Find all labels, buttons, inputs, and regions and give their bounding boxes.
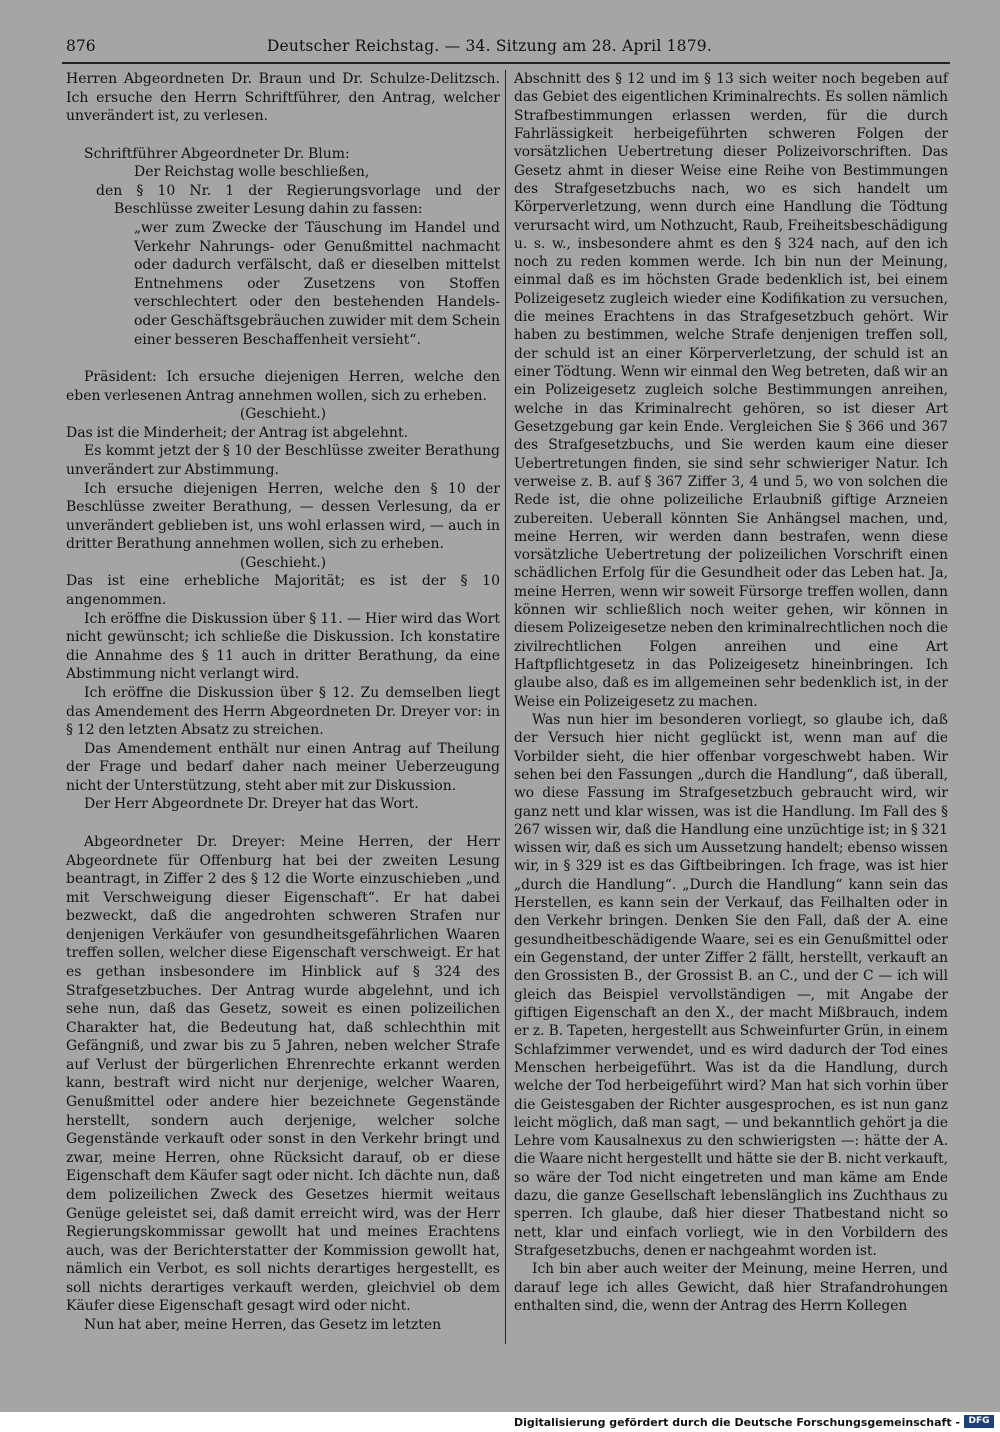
paragraph: Schriftführer Abgeordneter Dr. Blum:: [84, 145, 350, 162]
paragraph: Der Herr Abgeordnete Dr. Dreyer hat das Wort.: [84, 796, 419, 813]
paragraph: Das ist die Minderheit; der Antrag ist abgelehnt.: [66, 424, 409, 441]
paragraph: Das Amendement enthält nur einen Antrag auf Theilung der Frage und bedarf daher nach meiner Ueberzeugung nicht der Unterstützung, steht aber mit zur Diskussion.: [66, 740, 500, 794]
paragraph: (Geschieht.): [239, 406, 327, 423]
paragraph: Der Reichstag wolle beschließen,: [134, 164, 370, 181]
paragraph: Ich ersuche diejenigen Herren, welche den § 10 der Beschlüsse zweiter Berathung, — dessen Verlesung, da er unverändert geblieben ist, uns wohl erlassen wird, — auch in dritter Berathung annehmen wollen, sich zu erheben.: [66, 480, 500, 553]
dfg-logo: DFG: [964, 1415, 994, 1428]
page-number: 876: [66, 37, 96, 55]
paragraph: den § 10 Nr. 1 der Regierungsvorlage und der Beschlüsse zweiter Lesung dahin zu fassen:: [96, 182, 500, 218]
header-rule: [62, 62, 950, 64]
paragraph: Abgeordneter Dr. Dreyer: Meine Herren, der Herr Abgeordnete für Offenburg hat bei der zweiten Lesung beantragt, in Ziffer 2 des § 12 die Worte einzuschieben „und mit Verschweigung dieser Eigenschaft“. Er hat dabei bezweckt, daß die angedrohten schweren Strafen nur denjenigen Verkäufer von gesundheitsgefährlichen Waaren treffen sollen, welcher diese Eigenschaft verschweigt. Er hat es gethan insbesondere im Hinblick auf § 324 des Strafgesetzbuches. Der Antrag wurde abgelehnt, und ich sehe nun, daß das Gesetz, soweit es einen polizeilichen Charakter hat, die Bedeutung hat, daß schlechthin mit Gefängniß, und zwar bis zu 5 Jahren, neben welcher Strafe auf Verlust der bürgerlichen Ehrenrechte erkannt werden kann, bestraft wird nicht nur derjenige, welcher Waaren, Genußmittel oder andere hier bezeichnete Gegenstände herstellt, sondern auch derjenige, welcher solche Gegenstände verkauft oder sonst in den Verkehr bringt und zwar, meine Herren, ohne Rücksicht darauf, ob er diese Eigenschaft dem Käufer sagt oder nicht. Ich dächte nun, daß dem polizeilichen Zweck des Gesetzes hiermit weitaus Genüge geleistet sei, daß damit erreicht wird, was der Herr Regierungskommissar gewollt hat und meines Erachtens auch, was der Berichterstatter der Kommission gewollt hat, nämlich ein Verbot, es soll nichts derartiges hergestellt, es soll nichts derartiges verkauft werden, gleichviel ob dem Käufer diese Eigenschaft gesagt wird oder nicht.: [66, 833, 500, 1315]
paragraph: Herren Abgeordneten Dr. Braun und Dr. Schulze-Delitzsch. Ich ersuche den Herrn Schriftführer, den Antrag, welcher unverändert ist, zu verlesen.: [66, 71, 500, 125]
running-title: Deutscher Reichstag. — 34. Sitzung am 28. April 1879.: [266, 37, 712, 55]
paragraph: „wer zum Zwecke der Täuschung im Handel und Verkehr Nahrungs- oder Genußmittel nachmacht oder dadurch verfälscht, daß er dieselben mittelst Entnehmens oder Zusetzens von Stoffen verschlechtert oder den bestehenden Handels- oder Geschäftsgebräuchen zuwider mit dem Schein einer besseren Beschaffenheit versieht“.: [134, 220, 500, 348]
paragraph: Abschnitt des § 12 und im § 13 sich weiter noch begeben auf das Gebiet des eigentlichen Kriminalrechts. Es sollen nämlich Strafbestimmungen erlassen werden, für die durch Fahrlässigkeit herbeigeführten schweren Folgen der vorsätzlichen Uebertretung dieser Polizeivorschriften. Das Gesetz ahmt in dieser Weise eine Reihe von Bestimmungen des Strafgesetzbuchs nach, wo es sich handelt um Körperverletzung, wenn durch eine Handlung die Tödtung verursacht wird, um Nothzucht, Raub, Freiheitsbeschädigung u. s. w., insbesondere ahmt es den § 324 nach, auf den ich noch zu reden kommen werde. Ich bin nun der Meinung, einmal daß es im höchsten Grade bedenklich ist, bei einem Polizeigesetz zugleich wieder eine Kodifikation zu versuchen, die meines Erachtens in das Strafgesetzbuch gehört. Wir haben zu bestimmen, welche Strafe denjenigen treffen soll, der schuld ist an einer Körperverletzung, der schuld ist an einer Tödtung. Wenn wir einmal den Weg betreten, daß wir an ein Polizeigesetz zugleich solche Bestimmungen anreihen, welche in das Kriminalrecht gehören, so ist dieser Art Gesetzgebung gar kein Ende. Vergleichen Sie § 366 und 367 des Strafgesetzbuchs, und Sie werden kaum eine dieser Uebertretungen finden, sie sind sehr schwieriger Natur. Ich verweise z. B. auf § 367 Ziffer 3, 4 und 5, wo von solchen die Rede ist, die ohne polizeiliche Erlaubniß giftige Arzneien zubereiten. Ueberall könnten Sie Anhängsel machen, und, meine Herren, wir werden dann bestrafen, wenn diese vorsätzliche Uebertretung der polizeilichen Vorschrift einen schädlichen Erfolg für die Gesundheit oder das Leben hat. Ja, meine Herren, wenn wir soweit Fürsorge treffen wollen, dann können wir schließlich noch weiter gehen, wir können in diesem Polizeigesetze neben den kriminalrechtlichen noch die zivilrechtlichen Folgen anreihen und eine Art Haftpflichtgesetz in das Polizeigesetz hineinbringen. Ich glaube also, daß es im allgemeinen sehr bedenklich ist, in der Weise ein Polizeigesetz zu machen.: [514, 71, 948, 710]
column-divider: [505, 70, 506, 1344]
paragraph: Ich bin aber auch weiter der Meinung, meine Herren, und darauf lege ich alles Gewicht, daß hier Strafandrohungen enthalten sind, die, wenn der Antrag des Herrn Kollegen: [514, 1261, 948, 1314]
left-column: [66, 70, 500, 1335]
paragraph: Es kommt jetzt der § 10 der Beschlüsse zweiter Berathung unverändert zur Abstimmung.: [66, 443, 500, 478]
page-header: [62, 36, 950, 60]
paragraph: Präsident: Ich ersuche diejenigen Herren, welche den eben verlesenen Antrag annehmen wollen, sich zu erheben.: [66, 369, 500, 404]
footer-bar: [0, 1412, 1000, 1432]
paragraph: Das ist eine erhebliche Majorität; es ist der § 10 angenommen.: [66, 573, 500, 609]
paragraph: (Geschieht.): [239, 554, 327, 571]
footer-credit: Digitalisierung gefördert durch die Deutsche Forschungsgemeinschaft -: [513, 1416, 960, 1429]
paragraph: Nun hat aber, meine Herren, das Gesetz im letzten: [84, 1317, 442, 1333]
right-column: [514, 70, 948, 1315]
paragraph: Ich eröffne die Diskussion über § 11. — Hier wird das Wort nicht gewünscht; ich schließe die Diskussion. Ich konstatire die Annahme des § 11 auch in dritter Berathung, da eine Abstimmung nicht verlangt wird.: [66, 610, 500, 683]
paragraph: Ich eröffne die Diskussion über § 12. Zu demselben liegt das Amendement des Herrn Abgeordneten Dr. Dreyer vor: in § 12 den letzten Absatz zu streichen.: [66, 684, 500, 739]
paragraph: Was nun hier im besonderen vorliegt, so glaube ich, daß der Versuch hier nicht geglückt ist, wenn man auf die Vorbilder sieht, die hier offenbar vorgeschwebt haben. Wir sehen bei den Fassungen „durch die Handlung“, daß überall, wo diese Fassung im Strafgesetzbuch gebraucht wird, wir ganz nett und klar wissen, was ist die Handlung. Im Fall des § 267 wissen wir, daß die Handlung eine unzüchtige ist; in § 321 wissen wir, daß es sich um Aussetzung handelt; ebenso wissen wir, in § 329 ist es das Giftbeibringen. Ich frage, was ist hier „durch die Handlung“. „Durch die Handlung“ kann sein das Herstellen, es kann sein der Verkauf, das Feilhalten oder in den Verkehr bringen. Denken Sie den Fall, daß der A. eine gesundheitbeschädigende Waare, sei es ein Genußmittel oder ein Gegenstand, der unter Ziffer 2 fällt, herstellt, verkauft an den Grossisten B., der Grossist B. an C., und der C — ich will gleich das Beispiel vervollständigen —, mit Angabe der giftigen Eigenschaft an den X., der macht Mißbrauch, indem er z. B. Tapeten, hergestellt aus Schweinfurter Grün, in einem Schlafzimmer verwendet, und es wird dadurch der Tod eines Menschen herbeigeführt. Was ist da die Handlung, durch welche der Tod herbeigeführt wird? Man hat sich vorhin über die Geistesgaben der Richter ausgesprochen, es ist nun ganz leicht möglich, daß man sagt, — und bekanntlich gehört ja die Lehre vom Kausalnexus zu den schwierigsten —: hätte der A. die Waare nicht hergestellt und hätte sie der B. nicht verkauft, so wäre der Tod nicht eingetreten und man käme am Ende dazu, die ganze Gesellschaft lebenslänglich ins Zuchthaus zu sperren. Ich glaube, daß hier dieser Thatbestand nicht so nett, klar und einfach vorliegt, wie in den Vorbildern des Strafgesetzbuchs, denen er nachgeahmt worden ist.: [514, 711, 948, 1259]
